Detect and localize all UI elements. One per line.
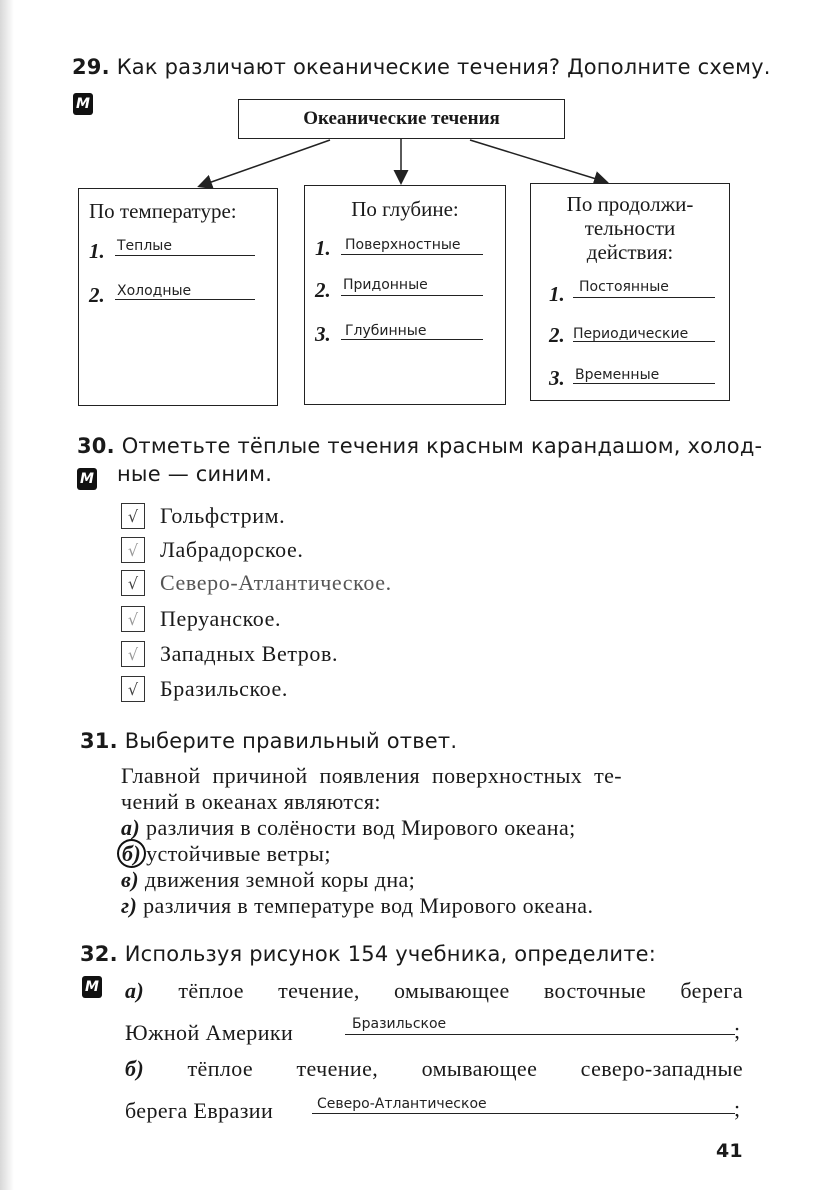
checkbox-label: Северо-Атлантическое. [160,570,392,595]
task-31-number: 31. [80,729,118,753]
scheme-title: Океанические течения [303,108,500,129]
answer-line [573,383,715,384]
task-30-header [77,432,762,488]
checkbox-labrador[interactable]: √ [121,537,145,563]
answer-line [341,254,483,255]
checkbox-north-atlantic[interactable]: √ [121,570,145,596]
option-text: различия в температуре вод Мирового океана. [143,893,594,918]
option-text: устойчивые ветры; [146,841,331,866]
item-number: 2. [315,278,331,302]
checkbox-brazilian[interactable]: √ [121,676,145,702]
task-32-b-text: тёплое течение, омывающее северо-западные [187,1056,744,1081]
checkbox-label: Бразильское. [160,676,288,701]
task-32-b-line2: берега Евразии [125,1098,274,1123]
checkbox-label: Лабрадорское. [160,537,304,562]
answer-line [341,295,483,296]
option-c[interactable] [121,867,415,893]
scheme-column-depth [304,185,506,405]
answer-line [345,1034,735,1035]
page-number: 41 [716,1140,743,1162]
m-icon: М [82,976,102,998]
option-a[interactable] [121,815,576,841]
scheme-column-duration [530,183,730,401]
option-letter-circled: б) [117,839,146,868]
option-letter: в) [121,867,139,892]
option-letter: а) [125,978,145,1003]
task-31-header [80,729,457,753]
question-line: чений в океанах являются: [121,789,381,814]
task-30-title-line1: Отметьте тёплые течения красным карандашом, холод- [121,434,763,458]
answer-text: Холодные [117,283,192,299]
task-32-a-text: тёплое течение, омывающее восточные берега [178,978,743,1003]
heading-line: По продолжи- [566,192,694,216]
task-32-number: 32. [80,942,118,966]
checkbox-label: Перуанское. [160,606,282,631]
answer-line [312,1113,735,1114]
task-32-a-answer[interactable]: Бразильское [352,1016,447,1032]
answer-line [115,255,255,256]
option-letter: а) [121,815,141,840]
m-icon: М [73,93,93,115]
option-d[interactable] [121,893,593,919]
option-text: различия в солёности вод Мирового океана; [146,815,576,840]
column-heading: По глубине: [351,197,459,221]
option-text: движения земной коры дна; [144,867,416,892]
answer-text: Придонные [343,277,428,293]
task-31-title: Выберите правильный ответ. [124,729,458,753]
answer-text: Временные [575,367,660,383]
item-number: 2. [89,283,105,307]
answer-text: Постоянные [579,279,669,295]
heading-line: действия: [586,240,674,264]
option-b[interactable] [121,841,331,867]
column-heading [531,192,729,264]
item-number: 2. [549,323,565,347]
task-32-header [80,942,656,966]
task-29-title: Как различают океанические течения? Дополните схему. [116,55,771,79]
checkbox-peruvian[interactable]: √ [121,606,145,632]
item-number: 1. [549,282,565,306]
checkbox-gulfstream[interactable]: √ [121,503,145,529]
task-32-b-answer[interactable]: Северо-Атлантическое [317,1096,487,1112]
task-32-title: Используя рисунок 154 учебника, определите: [124,942,657,966]
answer-line [341,339,483,340]
item-number: 3. [315,322,331,346]
task-32-b-line1 [125,1056,743,1082]
task-32-a-line2: Южной Америки [125,1020,294,1045]
heading-line: тельности [584,216,676,240]
checkbox-label: Гольфстрим. [160,503,286,528]
task-32-a-line1 [125,978,743,1004]
option-letter: б) [125,1056,145,1081]
answer-line [573,341,715,342]
answer-text: Поверхностные [345,237,461,253]
semicolon: ; [734,1096,741,1121]
m-icon: М [77,468,97,490]
arrow-right [470,140,606,182]
item-number: 3. [549,366,565,390]
answer-text: Глубинные [345,323,427,339]
item-number: 1. [315,236,331,260]
question-line: Главной причиной появления поверхностных те- [121,763,623,788]
option-letter: г) [121,893,138,918]
answer-line [573,297,715,298]
answer-line [115,299,255,300]
checkbox-west-winds[interactable]: √ [121,641,145,667]
scheme-arrows [0,0,824,200]
scheme-column-temperature [78,188,278,406]
task-29-number: 29. [72,55,110,79]
column-heading: По температуре: [89,199,237,223]
arrow-left [200,140,330,186]
answer-text: Периодические [573,326,689,342]
item-number: 1. [89,239,105,263]
checkbox-label: Западных Ветров. [160,641,339,666]
semicolon: ; [734,1018,741,1043]
task-30-number: 30. [77,434,115,458]
task-30-title-line2: ные — синим. [117,462,273,486]
answer-text: Теплые [117,238,172,254]
